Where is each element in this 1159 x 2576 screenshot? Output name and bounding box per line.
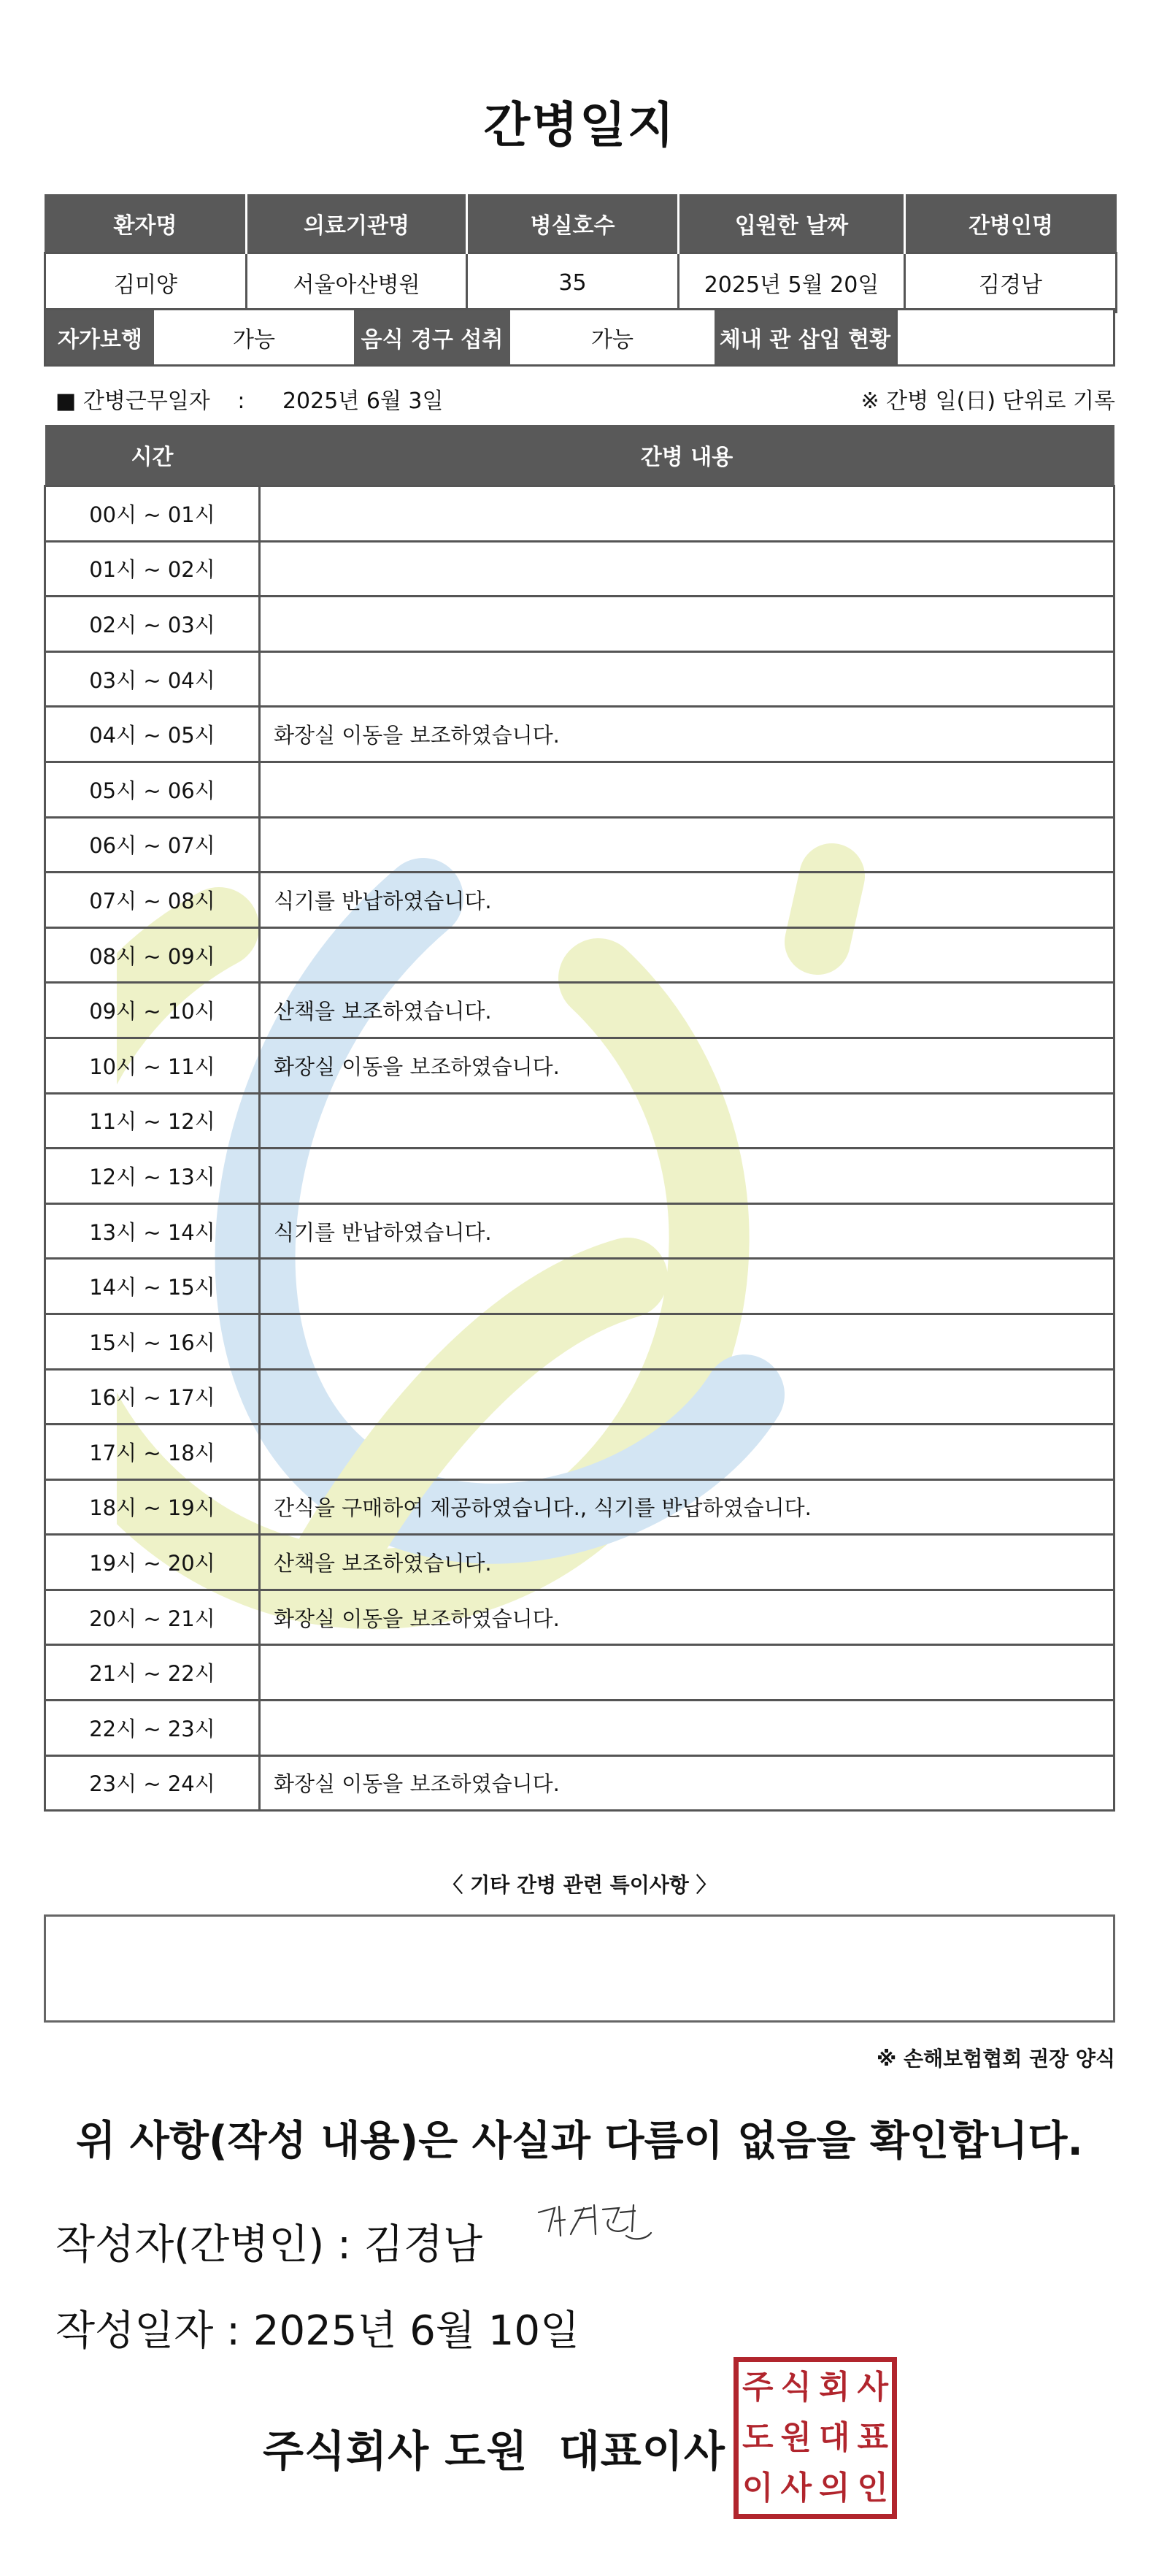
- schedule-content: 화장실 이동을 보조하였습니다.: [260, 707, 1114, 762]
- schedule-content: [260, 1314, 1114, 1369]
- schedule-row: [45, 486, 1114, 542]
- schedule-content: [260, 1369, 1114, 1425]
- schedule-content: 간식을 구매하여 제공하였습니다., 식기를 반납하였습니다.: [260, 1479, 1114, 1535]
- write-date-line: [55, 2299, 580, 2357]
- schedule-time: 04시 ~ 05시: [45, 707, 260, 762]
- schedule-time: 15시 ~ 16시: [45, 1314, 260, 1369]
- schedule-content: 화장실 이동을 보조하였습니다.: [260, 1755, 1114, 1811]
- schedule-time: 23시 ~ 24시: [45, 1755, 260, 1811]
- schedule-time: 10시 ~ 11시: [45, 1038, 260, 1093]
- work-date-value: 2025년 6월 3일: [282, 388, 444, 414]
- schedule-row: [45, 817, 1114, 873]
- schedule-row: [45, 1314, 1114, 1369]
- walking-label: 자가보행: [46, 310, 154, 364]
- schedule-content: 화장실 이동을 보조하였습니다.: [260, 1038, 1114, 1093]
- schedule-row: [45, 1535, 1114, 1590]
- info-header-caregiver: 간병인명: [905, 195, 1117, 253]
- schedule-row: [45, 1149, 1114, 1204]
- seal-character: 대: [818, 2418, 850, 2456]
- schedule-time: 07시 ~ 08시: [45, 873, 260, 928]
- memo-title: 〈 기타 간병 관련 특이사항 〉: [442, 1873, 717, 1897]
- schedule-time: 14시 ~ 15시: [45, 1259, 260, 1314]
- page-title: 간병일지: [483, 97, 676, 153]
- schedule-time: 06시 ~ 07시: [45, 817, 260, 873]
- seal-character: 사: [780, 2469, 812, 2507]
- schedule-row: [45, 1093, 1114, 1149]
- schedule-row: [45, 1425, 1114, 1480]
- info-header-patient: 환자명: [45, 195, 247, 253]
- schedule-content: [260, 1093, 1114, 1149]
- work-date-line: [55, 383, 1115, 415]
- seal-character: 인: [857, 2469, 888, 2507]
- schedule-time: 22시 ~ 23시: [45, 1701, 260, 1756]
- schedule-content: [260, 486, 1114, 542]
- writer-label: 작성자(간병인) :: [55, 2221, 364, 2269]
- schedule-content: [260, 1701, 1114, 1756]
- schedule-row: [45, 1038, 1114, 1093]
- seal-character: 식: [780, 2368, 812, 2406]
- schedule-time: 09시 ~ 10시: [45, 983, 260, 1038]
- work-date-colon: :: [237, 388, 245, 414]
- oral-intake-label: 음식 경구 섭취: [354, 310, 510, 364]
- confirmation-statement: 위 사항(작성 내용)은 사실과 다름이 없음을 확인합니다.: [76, 2117, 1083, 2165]
- schedule-row: [45, 1590, 1114, 1645]
- write-date-value: 2025년 6월 10일: [253, 2307, 580, 2355]
- schedule-time: 05시 ~ 06시: [45, 762, 260, 817]
- writer-line: [55, 2212, 482, 2271]
- record-unit-note: ※ 간병 일(日) 단위로 기록: [860, 388, 1115, 414]
- seal-character: 이: [742, 2469, 774, 2507]
- schedule-content: [260, 927, 1114, 983]
- seal-character: 도: [742, 2418, 774, 2456]
- schedule-row: [45, 651, 1114, 707]
- schedule-header-content: 간병 내용: [260, 425, 1114, 486]
- schedule-time: 21시 ~ 22시: [45, 1645, 260, 1701]
- info-value-hospital: 서울아산병원: [247, 253, 467, 313]
- schedule-time: 16시 ~ 17시: [45, 1369, 260, 1425]
- schedule-time: 18시 ~ 19시: [45, 1479, 260, 1535]
- schedule-time: 20시 ~ 21시: [45, 1590, 260, 1645]
- seal-character: 원: [780, 2418, 812, 2456]
- seal-character: 의: [818, 2469, 850, 2507]
- schedule-content: [260, 1645, 1114, 1701]
- info-value-admission-date: 2025년 5월 20일: [679, 253, 905, 313]
- schedule-content: [260, 651, 1114, 707]
- schedule-row: [45, 1755, 1114, 1811]
- walking-value: 가능: [154, 310, 354, 364]
- schedule-time: 08시 ~ 09시: [45, 927, 260, 983]
- schedule-content: 화장실 이동을 보조하였습니다.: [260, 1590, 1114, 1645]
- form-note: ※ 손해보험협회 권장 양식: [877, 2047, 1115, 2071]
- schedule-row: [45, 762, 1114, 817]
- schedule-row: [45, 927, 1114, 983]
- care-schedule-table: [44, 425, 1115, 1812]
- schedule-time: 17시 ~ 18시: [45, 1425, 260, 1480]
- schedule-content: [260, 1425, 1114, 1480]
- schedule-time: 01시 ~ 02시: [45, 541, 260, 597]
- oral-intake-value: 가능: [510, 310, 715, 364]
- schedule-content: 식기를 반납하였습니다.: [260, 873, 1114, 928]
- schedule-row: [45, 1259, 1114, 1314]
- write-date-label: 작성일자 :: [55, 2307, 253, 2355]
- schedule-row: [45, 1203, 1114, 1259]
- schedule-time: 19시 ~ 20시: [45, 1535, 260, 1590]
- schedule-row: [45, 1369, 1114, 1425]
- info-header-admission-date: 입원한 날짜: [679, 195, 905, 253]
- patient-info-table: [44, 194, 1117, 313]
- schedule-row: [45, 597, 1114, 652]
- schedule-row: [45, 707, 1114, 762]
- schedule-content: [260, 817, 1114, 873]
- schedule-row: [45, 983, 1114, 1038]
- info-value-patient: 김미양: [45, 253, 247, 313]
- schedule-row: [45, 1479, 1114, 1535]
- schedule-content: [260, 1259, 1114, 1314]
- schedule-time: 02시 ~ 03시: [45, 597, 260, 652]
- seal-character: 표: [857, 2418, 888, 2456]
- schedule-content: [260, 762, 1114, 817]
- schedule-row: [45, 873, 1114, 928]
- schedule-time: 00시 ~ 01시: [45, 486, 260, 542]
- patient-status-row: [44, 308, 1115, 367]
- writer-name: 김경남: [363, 2221, 483, 2269]
- seal-character: 주: [742, 2368, 774, 2406]
- schedule-content: 산책을 보조하였습니다.: [260, 1535, 1114, 1590]
- schedule-row: [45, 541, 1114, 597]
- seal-character: 회: [818, 2368, 850, 2406]
- schedule-time: 03시 ~ 04시: [45, 651, 260, 707]
- schedule-row: [45, 1701, 1114, 1756]
- schedule-time: 13시 ~ 14시: [45, 1203, 260, 1259]
- info-header-room: 병실호수: [467, 195, 679, 253]
- schedule-content: [260, 541, 1114, 597]
- info-value-room: 35: [467, 253, 679, 313]
- info-value-caregiver: 김경남: [905, 253, 1117, 313]
- schedule-content: [260, 597, 1114, 652]
- schedule-time: 12시 ~ 13시: [45, 1149, 260, 1204]
- memo-box: [44, 1914, 1115, 2023]
- seal-character: 사: [857, 2368, 888, 2406]
- tube-insertion-label: 체내 관 삽입 현황: [715, 310, 896, 364]
- tube-insertion-value: [896, 310, 1113, 364]
- schedule-row: [45, 1645, 1114, 1701]
- company-seal: [733, 2357, 897, 2519]
- company-representative: 주식회사 도원 대표이사: [263, 2426, 725, 2476]
- schedule-time: 11시 ~ 12시: [45, 1093, 260, 1149]
- schedule-content: [260, 1149, 1114, 1204]
- handwritten-signature: [533, 2198, 657, 2256]
- schedule-header-time: 시간: [45, 425, 260, 486]
- info-header-hospital: 의료기관명: [247, 195, 467, 253]
- schedule-content: 산책을 보조하였습니다.: [260, 983, 1114, 1038]
- schedule-content: 식기를 반납하였습니다.: [260, 1203, 1114, 1259]
- work-date-label: ■ 간병근무일자: [55, 388, 210, 414]
